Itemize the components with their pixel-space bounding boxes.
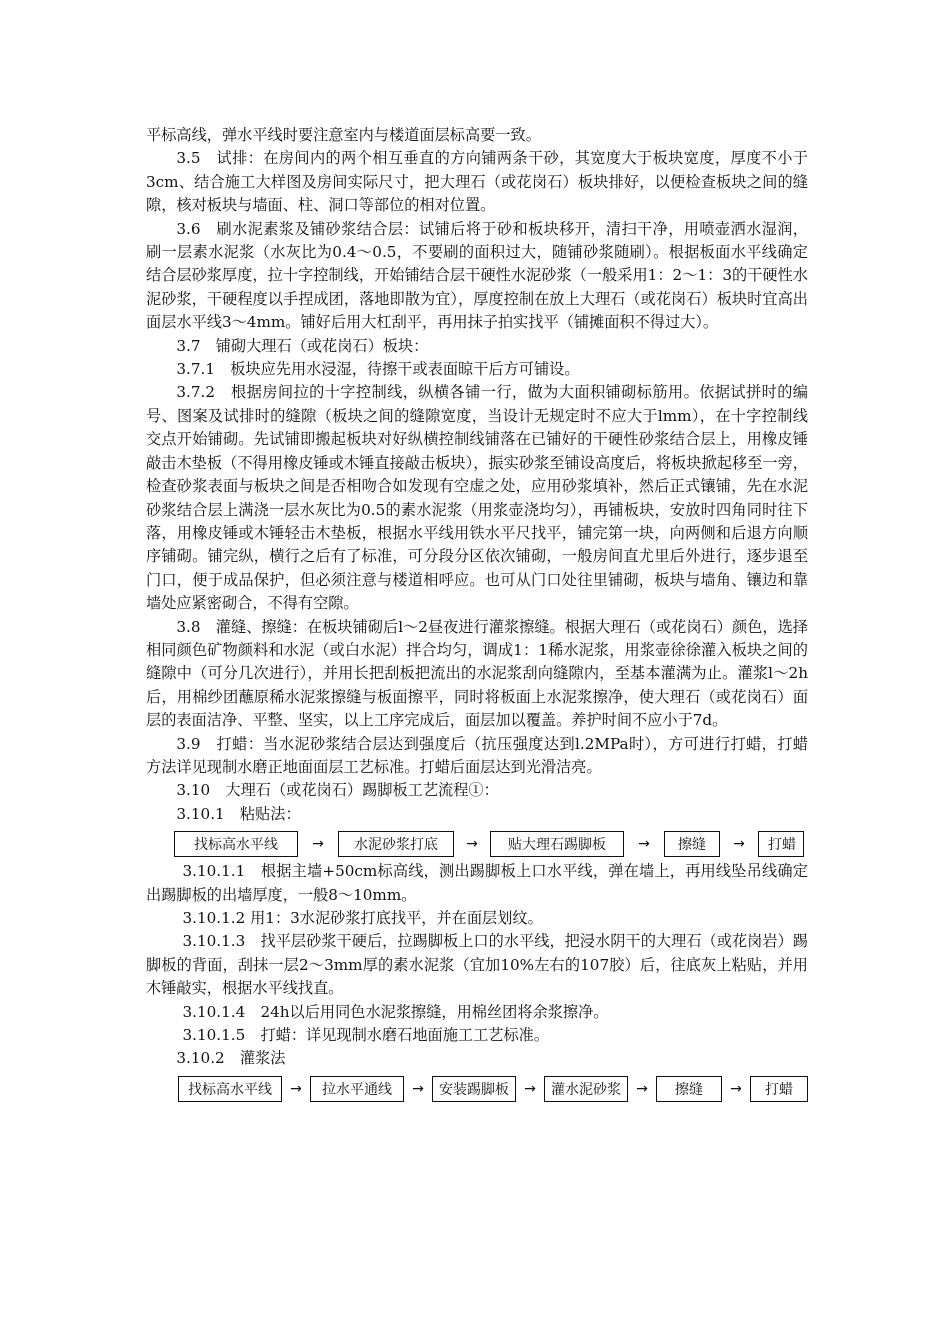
- flow-step-box: 找标高水平线: [178, 1076, 282, 1102]
- heading-3-10-2: 3.10.2 灌浆法: [176, 1049, 286, 1068]
- paragraph-3-10-1-5: 3.10.1.5 打蜡：详见现制水磨石地面施工工艺标准。: [182, 1026, 550, 1045]
- paragraph-3-7-2: 3.7.2 根据房间拉的十字控制线，纵横各铺一行，做为大面积铺砌标筋用。依据试拼时的编号、图案及试排时的缝隙（板块之间的缝隙宽度，当设计无规定时不应大于lmm），在十字控制线交点开始铺砌。先试铺即搬起板块对好纵横控制线铺落在已铺好的干硬性砂浆结合层上，用橡皮锤敲击木垫板（不得用橡皮锤或木锤直接敲击板块），振实砂浆至铺设高度后，将板块掀起移至一旁，检查砂浆表面与板块之间是否相吻合如发现有空虚之处，应用砂浆填补，然后正式镶铺，先在水泥砂浆结合层上满浇一层水灰比为0.5的素水泥浆（用浆壶浇均匀），再铺板块，安放时四角同时往下落，用橡皮锤或木锤轻击木垫板，根据水平线用铁水平尺找平，铺完第一块，向两侧和后退方向顺序铺砌。铺完纵，横行之后有了标准，可分段分区依次铺砌，一般房间直尤里后外进行，逐步退至门口，便于成品保护，但必须注意与楼道相呼应。也可从门口处往里铺砌，板块与墙角、镶边和靠墙处应紧密砌合，不得有空隙。: [146, 383, 808, 613]
- paragraph-3-6: 3.6 刷水泥素浆及铺砂浆结合层：试铺后将于砂和板块移开，清扫干净，用喷壶洒水湿润，刷一层素水泥浆（水灰比为0.4～0.5，不要刷的面积过大，随铺砂浆随刷）。根据板面水平线确定结合层砂浆厚度，拉十字控制线，开始铺结合层干硬性水泥砂浆（一般采用1：2～1：3的干硬性水泥砂浆，干硬程度以手捏成团，落地即散为宜），厚度控制在放上大理石（或花岗石）板块时宜高出面层水平线3～4mm。铺好后用大杠刮平，再用抹子拍实找平（铺摊面积不得过大）。: [146, 219, 808, 332]
- arrow-right-icon: →: [466, 836, 478, 853]
- heading-3-10: 3.10 大理石（或花岗石）踢脚板工艺流程①：: [176, 781, 499, 800]
- flow-step-box: 安装踢脚板: [432, 1076, 516, 1102]
- paragraph-3-10-1-1: 3.10.1.1 根据主墙+50cm标高线，测出踢脚板上口水平线，弹在墙上，再用线坠吊线确定出踢脚板的出墙厚度，一般8～10mm。: [146, 862, 808, 904]
- document-body: [146, 124, 808, 1105]
- arrow-right-icon: →: [524, 1080, 536, 1097]
- arrow-right-icon: →: [636, 1080, 648, 1097]
- flow-step-box: 擦缝: [664, 831, 720, 857]
- paragraph-3-5: 3.5 试排：在房间内的两个相互垂直的方向铺两条干砂，其宽度大于板块宽度，厚度不小于3cm、结合施工大样图及房间实际尺寸，把大理石（或花岗石）板块排好，以便检查板块之间的缝隙，核对板块与墙面、柱、洞口等部位的相对位置。: [146, 149, 808, 215]
- flowchart-grouting-method: [178, 1073, 808, 1105]
- paragraph-3-9: 3.9 打蜡：当水泥砂浆结合层达到强度后（抗压强度达到l.2MPa时），方可进行打蜡，打蜡方法详见现制水磨正地面面层工艺标准。打蜡后面层达到光滑洁亮。: [146, 734, 808, 776]
- paragraph-3-7-1: 3.7.1 板块应先用水浸湿，待擦干或表面晾干后方可铺设。: [176, 360, 580, 379]
- paragraph-3-10-1-3: 3.10.1.3 找平层砂浆干硬后，拉踢脚板上口的水平线，把浸水阴干的大理石（或花岗岩）踢脚板的背面，刮抹一层2～3mm厚的素水泥浆（宜加10%左右的107胶）后，往底灰上粘贴，并用木锤敲实，根据水平线找直。: [146, 932, 808, 998]
- flow-step-box: 打蜡: [758, 831, 804, 857]
- arrow-right-icon: →: [290, 1080, 302, 1097]
- flow-step-box: 擦缝: [656, 1076, 722, 1102]
- paragraph-intro: 平标高线，弹水平线时要注意室内与楼道面层标高要一致。: [146, 126, 541, 144]
- flowchart-pasting-method: [174, 828, 808, 860]
- flow-step-box: 拉水平通线: [310, 1076, 404, 1102]
- arrow-right-icon: →: [412, 1080, 424, 1097]
- flow-step-box: 找标高水平线: [174, 831, 298, 857]
- paragraph-3-10-1-4: 3.10.1.4 24h以后用同色水泥浆擦缝，用棉丝团将余浆擦净。: [182, 1002, 609, 1021]
- heading-3-7: 3.7 铺砌大理石（或花岗石）板块：: [176, 336, 429, 355]
- arrow-right-icon: →: [638, 836, 650, 853]
- flow-step-box: 打蜡: [750, 1076, 808, 1102]
- arrow-right-icon: →: [733, 836, 745, 853]
- flow-step-box: 贴大理石踢脚板: [490, 831, 624, 857]
- flow-step-box: 灌水泥砂浆: [544, 1076, 628, 1102]
- flow-step-box: 水泥砂浆打底: [338, 831, 454, 857]
- heading-3-10-1: 3.10.1 粘贴法：: [176, 804, 301, 823]
- paragraph-3-8: 3.8 灌缝、擦缝：在板块铺砌后l～2昼夜进行灌浆擦缝。根据大理石（或花岗石）颜色，选择相同颜色矿物颜料和水泥（或白水泥）拌合均匀，调成1：1稀水泥浆，用浆壶徐徐灌入板块之间的缝隙中（可分几次进行），并用长把刮板把流出的水泥浆刮向缝隙内，至基本灌满为止。灌浆l～2h后，用棉纱团蘸原稀水泥浆擦缝与板面擦平，同时将板面上水泥浆擦净，使大理石（或花岗石）面层的表面洁净、平整、坚实，以上工序完成后，面层加以覆盖。养护时间不应小于7d。: [146, 617, 808, 730]
- arrow-right-icon: →: [312, 836, 324, 853]
- arrow-right-icon: →: [730, 1080, 742, 1097]
- paragraph-3-10-1-2: 3.10.1.2 用1：3水泥砂浆打底找平，并在面层划纹。: [182, 909, 543, 927]
